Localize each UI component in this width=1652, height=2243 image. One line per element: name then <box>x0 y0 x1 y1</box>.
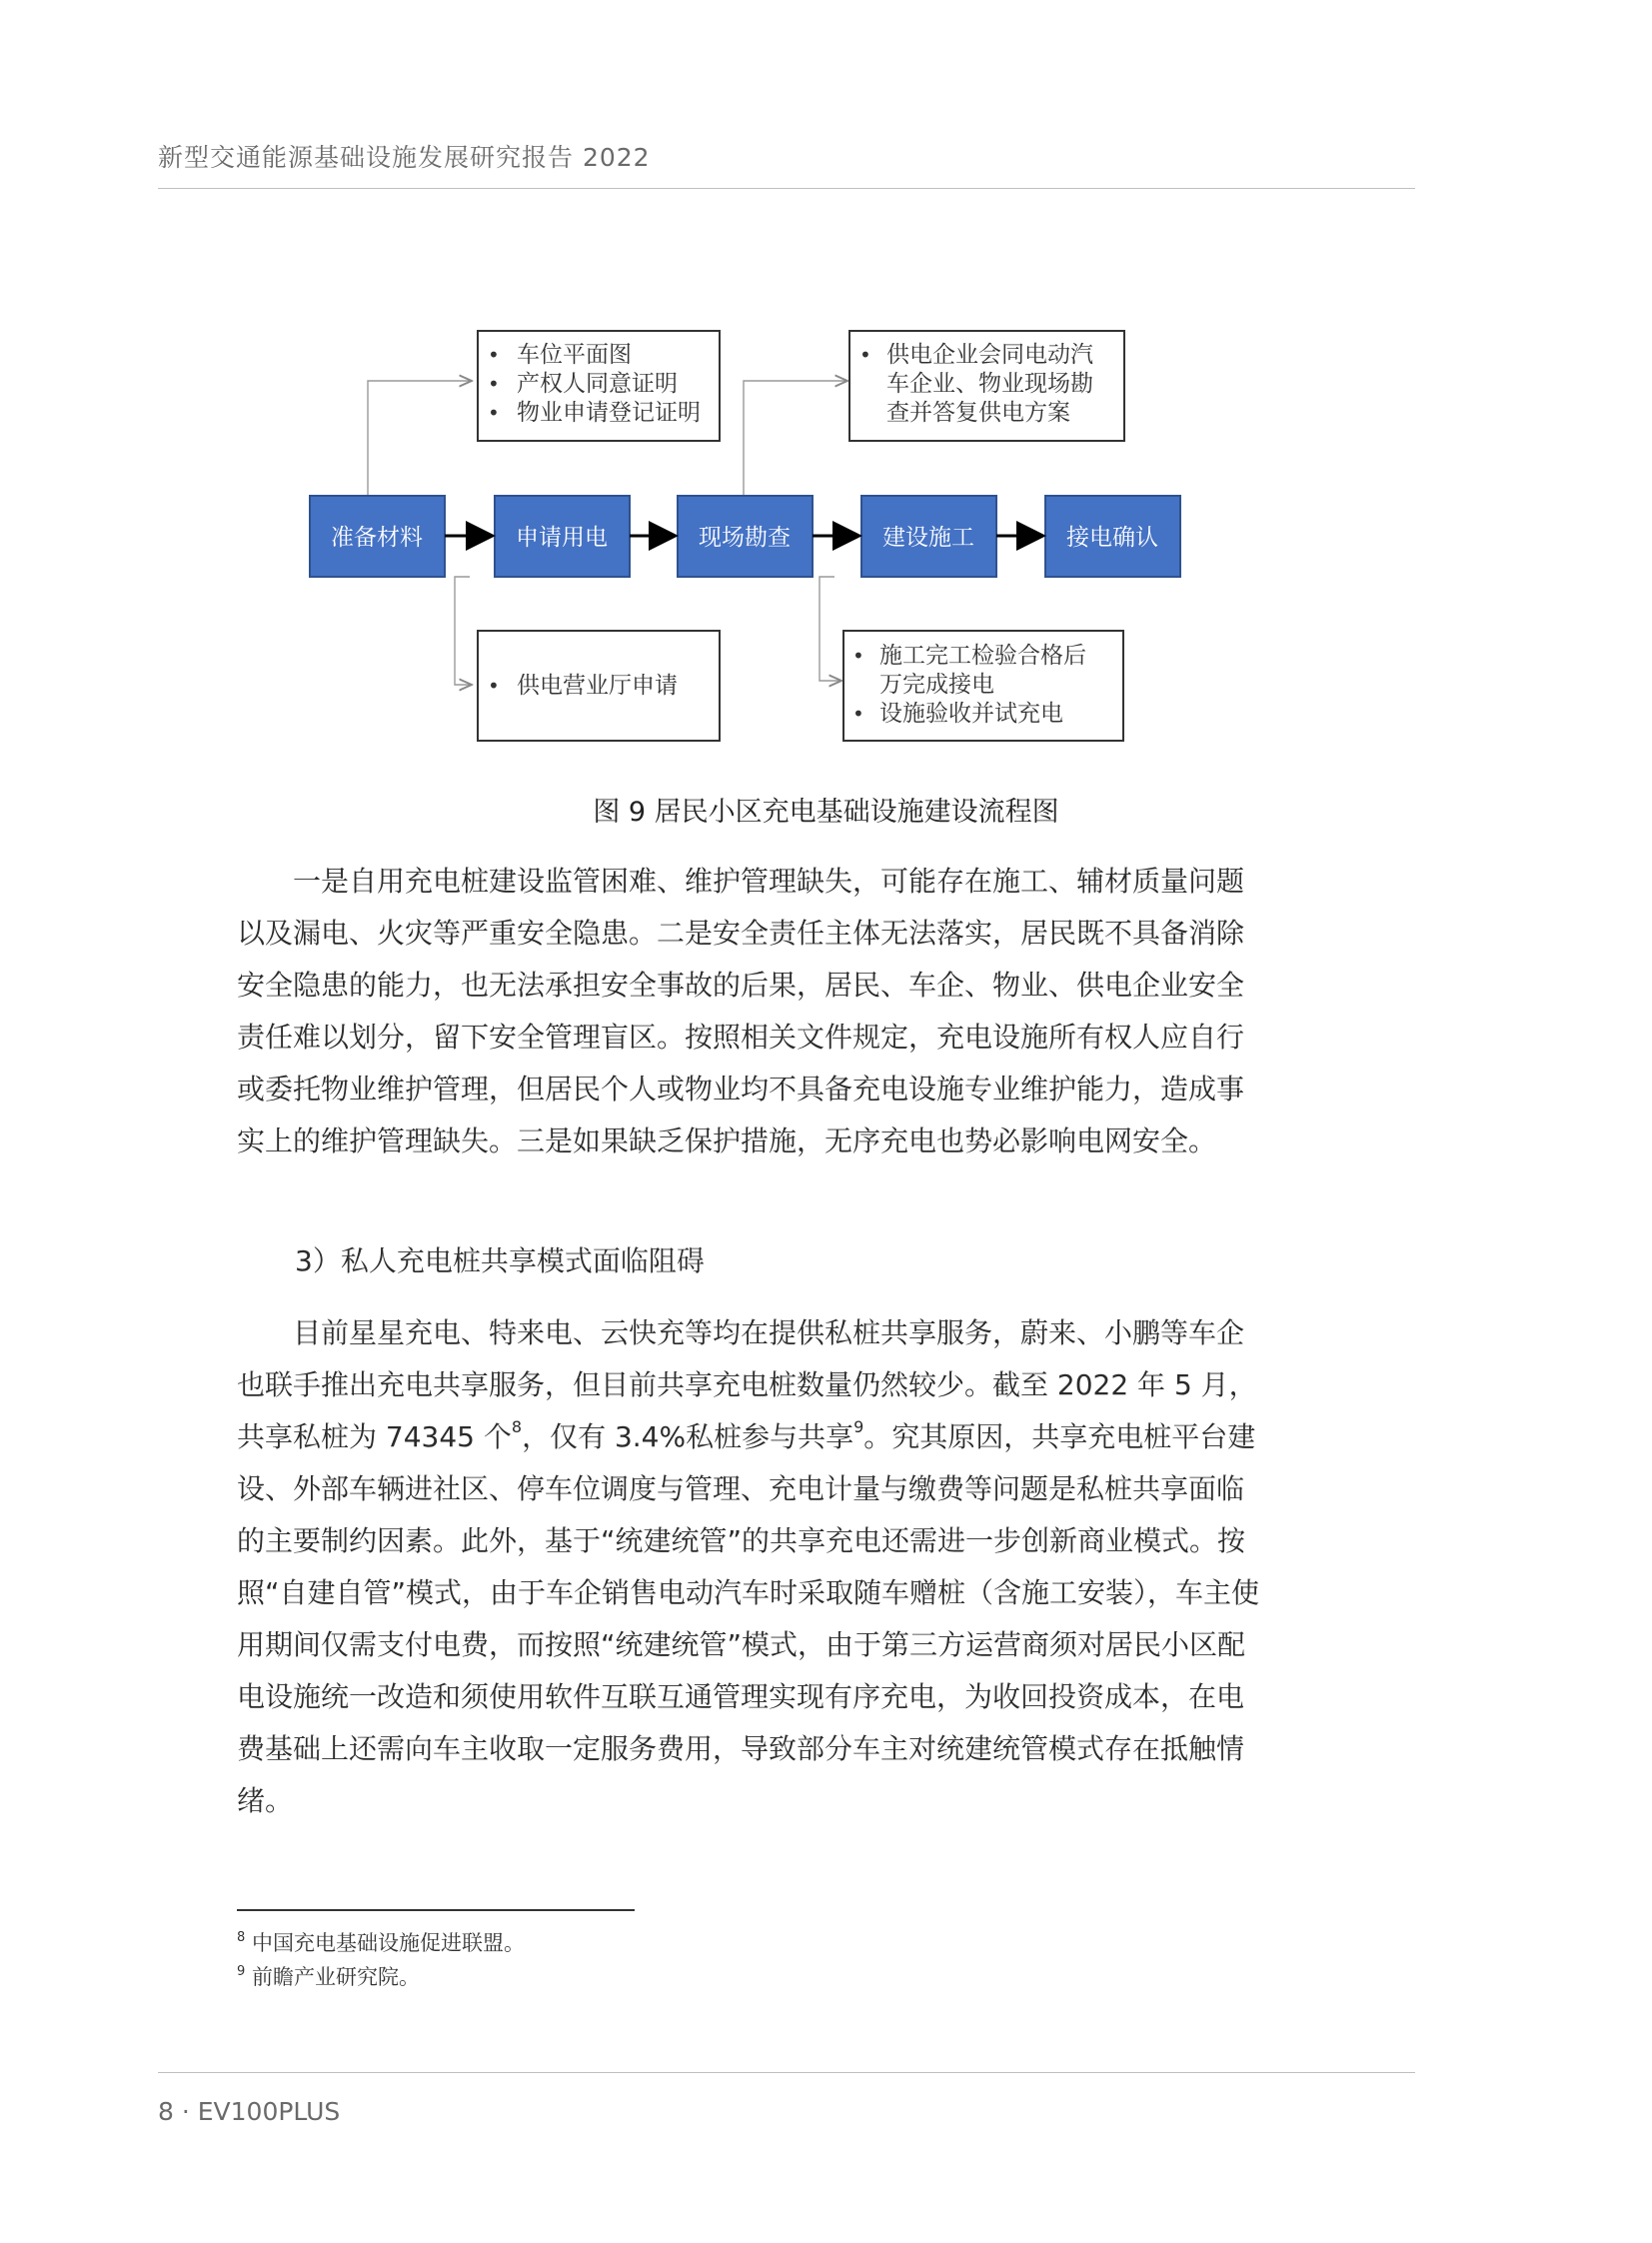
svg-text:•: • <box>852 702 864 726</box>
svg-text:•: • <box>488 343 500 367</box>
step-apply-power <box>495 496 630 577</box>
paragraph-1-container <box>237 856 1262 1167</box>
svg-text:•: • <box>488 674 500 698</box>
connector-confirm <box>820 577 841 681</box>
paragraph-2-container <box>237 1307 1262 1827</box>
flowchart <box>300 325 1199 755</box>
box-item: 查并答复供电方案 <box>886 400 1070 426</box>
box-item: 车位平面图 <box>517 342 632 368</box>
header-divider <box>158 188 1415 189</box>
svg-text:•: • <box>859 343 871 367</box>
footnote-ref-8[interactable]: 8 <box>511 1417 523 1436</box>
box-item: 万完成接电 <box>879 672 994 698</box>
svg-text:•: • <box>852 644 864 668</box>
box-item: 产权人同意证明 <box>517 371 678 397</box>
step-label: 接电确认 <box>1066 525 1158 551</box>
box-item: 供电企业会同电动汽 <box>886 342 1093 368</box>
footnote-number: 9 <box>237 1964 246 1979</box>
step-label: 准备材料 <box>331 525 423 551</box>
box-apply <box>478 631 720 741</box>
box-item: 设施验收并试充电 <box>879 701 1063 727</box>
svg-text:•: • <box>488 372 500 396</box>
footnote-text: 中国充电基础设施促进联盟。 <box>251 1931 525 1955</box>
box-survey <box>849 331 1124 441</box>
footnote-8 <box>237 1927 525 1957</box>
figure-caption: 图 9 居民小区充电基础设施建设流程图 <box>593 797 1059 828</box>
footnote-9 <box>237 1961 420 1991</box>
step-site-survey <box>678 496 813 577</box>
box-confirm <box>843 631 1123 741</box>
box-item: 物业申请登记证明 <box>517 400 701 426</box>
paragraph-2 <box>237 1307 1262 1827</box>
step-construction <box>861 496 996 577</box>
box-item: 施工完工检验合格后 <box>879 643 1086 669</box>
paragraph-1: 一是自用充电桩建设监管困难、维护管理缺失，可能存在施工、辅材质量问题以及漏电、火灾等严重安全隐患。二是安全责任主体无法落实，居民既不具备消除安全隐患的能力，也无法承担安全事故的后果，居民、车企、物业、供电企业安全责任难以划分，留下安全管理盲区。按照相关文件规定，充电设施所有权人应自行或委托物业维护管理，但居民个人或物业均不具备充电设施专业维护能力，造成事实上的维护管理缺失。三是如果缺乏保护措施，无序充电也势必影响电网安全。 <box>237 865 1245 1157</box>
box-item: 车企业、物业现场勘 <box>886 371 1093 397</box>
connector-materials <box>368 381 472 496</box>
page-footer: 8 · EV100PLUS <box>158 2097 341 2126</box>
step-prepare-materials <box>310 496 445 577</box>
footnote-number: 8 <box>237 1930 246 1945</box>
footnote-text: 前瞻产业研究院。 <box>251 1965 420 1989</box>
step-label: 现场勘查 <box>699 525 791 551</box>
step-connection-confirm <box>1045 496 1180 577</box>
step-label: 申请用电 <box>516 525 608 551</box>
box-item: 供电营业厅申请 <box>517 673 678 699</box>
paragraph-2-part-c: 。究其原因，共享充电桩平台建设、外部车辆进社区、停车位调度与管理、充电计量与缴费等问题是私桩共享面临的主要制约因素。此外，基于“统建统管”的共享充电还需进一步创新商业模式。按照“自建自管”模式，由于车企销售电动汽车时采取随车赠桩（含施工安装），车主使用期间仅需支付电费，而按照“统建统管”模式，由于第三方运营商须对居民小区配电设施统一改造和须使用软件互联互通管理实现有序充电，为收回投资成本，在电费基础上还需向车主收取一定服务费用，导致部分车主对统建统管模式存在抵触情绪。 <box>237 1420 1260 1817</box>
footer-divider <box>158 2072 1415 2073</box>
box-materials <box>478 331 720 441</box>
paragraph-2-part-b: ，仅有 3.4%私桩参与共享 <box>522 1420 854 1453</box>
paragraph-2-part-a: 目前星星充电、特来电、云快充等均在提供私桩共享服务，蔚来、小鹏等车企也联手推出充电共享服务，但目前共享充电桩数量仍然较少。截至 2022 年 5 月，共享私桩为 74345 个 <box>237 1316 1257 1453</box>
step-label: 建设施工 <box>882 525 974 551</box>
connector-apply <box>455 577 472 685</box>
footnote-divider <box>237 1909 635 1911</box>
report-header-title: 新型交通能源基础设施发展研究报告 2022 <box>158 143 651 172</box>
svg-text:•: • <box>488 401 500 425</box>
subheading: 3）私人充电桩共享模式面临阻碍 <box>295 1244 705 1277</box>
footnote-ref-9[interactable]: 9 <box>853 1417 864 1436</box>
connector-survey <box>744 381 847 496</box>
